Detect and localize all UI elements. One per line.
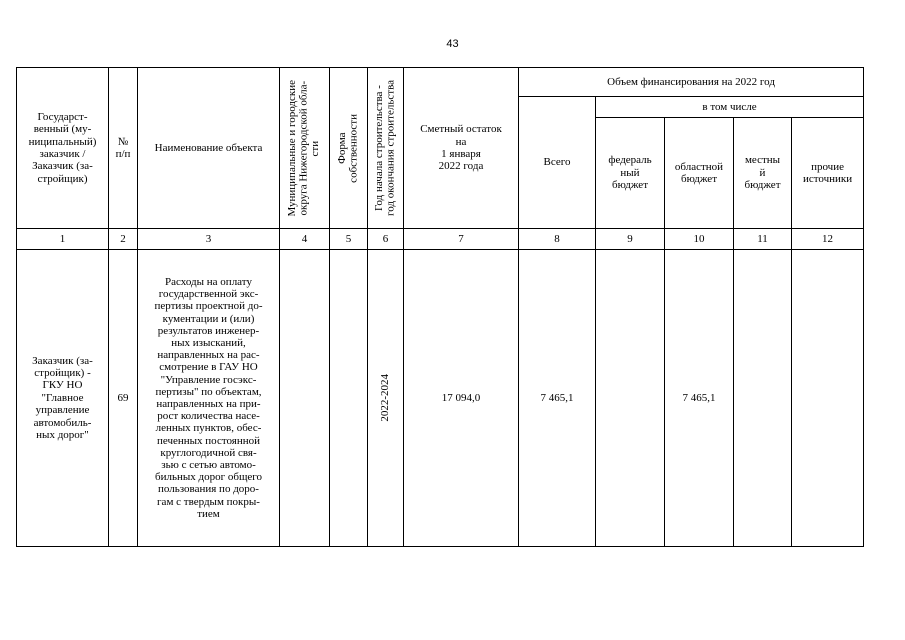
column-number-row	[17, 229, 864, 250]
header-estimate: Сметный остаток на 1 января 2022 года	[404, 68, 519, 229]
header-years-cell	[368, 68, 404, 229]
header-ownership: Форма собственности	[336, 113, 360, 183]
header-object-name: Наименование объекта	[138, 68, 280, 229]
header-local: местны й бюджет	[734, 118, 792, 229]
header-total: Всего	[519, 97, 596, 229]
header-customer: Государст- венный (му- ниципальный) заказчик / Заказчик (за- стройщик)	[17, 68, 109, 229]
page-number: 43	[446, 38, 459, 50]
row-object-name: Расходы на оплату государственной экс- пертизы проектной до- кументации и (или) результатов инженер- ных изысканий, направленных на рас- смотрение в ГАУ НО "Управление госэкс- пертизы" по объектам, направленных на при- рост количества насе- ленных пунктов, обес- печенных постоянной круглогодичной свя- зью с сетью автомо- бильных дорог общего пользования по доро- гам с твердым покры- тием	[138, 250, 280, 547]
column-number: 2	[109, 229, 138, 250]
row-customer: Заказчик (за- стройщик) - ГКУ НО "Главное управление автомобиль- ных дорог"	[17, 250, 109, 547]
column-number: 10	[665, 229, 734, 250]
row-years: 2022-2024	[378, 374, 391, 422]
column-number: 12	[792, 229, 864, 250]
header-row-top	[17, 68, 864, 97]
column-number: 3	[138, 229, 280, 250]
header-regional: областной бюджет	[665, 118, 734, 229]
table-row	[17, 250, 864, 547]
row-other	[792, 250, 864, 547]
column-number: 6	[368, 229, 404, 250]
header-including: в том числе	[596, 97, 864, 118]
header-ownership-cell	[330, 68, 368, 229]
header-number: № п/п	[109, 68, 138, 229]
header-funding: Объем финансирования на 2022 год	[519, 68, 864, 97]
row-federal	[596, 250, 665, 547]
column-number: 11	[734, 229, 792, 250]
row-municipality	[280, 250, 330, 547]
header-federal: федераль ный бюджет	[596, 118, 665, 229]
row-total: 7 465,1	[519, 250, 596, 547]
column-number: 7	[404, 229, 519, 250]
column-number: 4	[280, 229, 330, 250]
row-years-cell	[368, 250, 404, 547]
column-number: 1	[17, 229, 109, 250]
row-ownership	[330, 250, 368, 547]
column-number: 5	[330, 229, 368, 250]
header-other: прочие источники	[792, 118, 864, 229]
column-number: 9	[596, 229, 665, 250]
row-local	[734, 250, 792, 547]
header-years: Год начала строительства - год окончания строительства	[373, 80, 397, 216]
row-estimate: 17 094,0	[404, 250, 519, 547]
header-municipality: Муниципальные и городские округа Нижегородской обла- сти	[286, 79, 322, 217]
column-number: 8	[519, 229, 596, 250]
header-municipality-cell	[280, 68, 330, 229]
financing-table	[16, 67, 864, 547]
row-regional: 7 465,1	[665, 250, 734, 547]
row-number: 69	[109, 250, 138, 547]
